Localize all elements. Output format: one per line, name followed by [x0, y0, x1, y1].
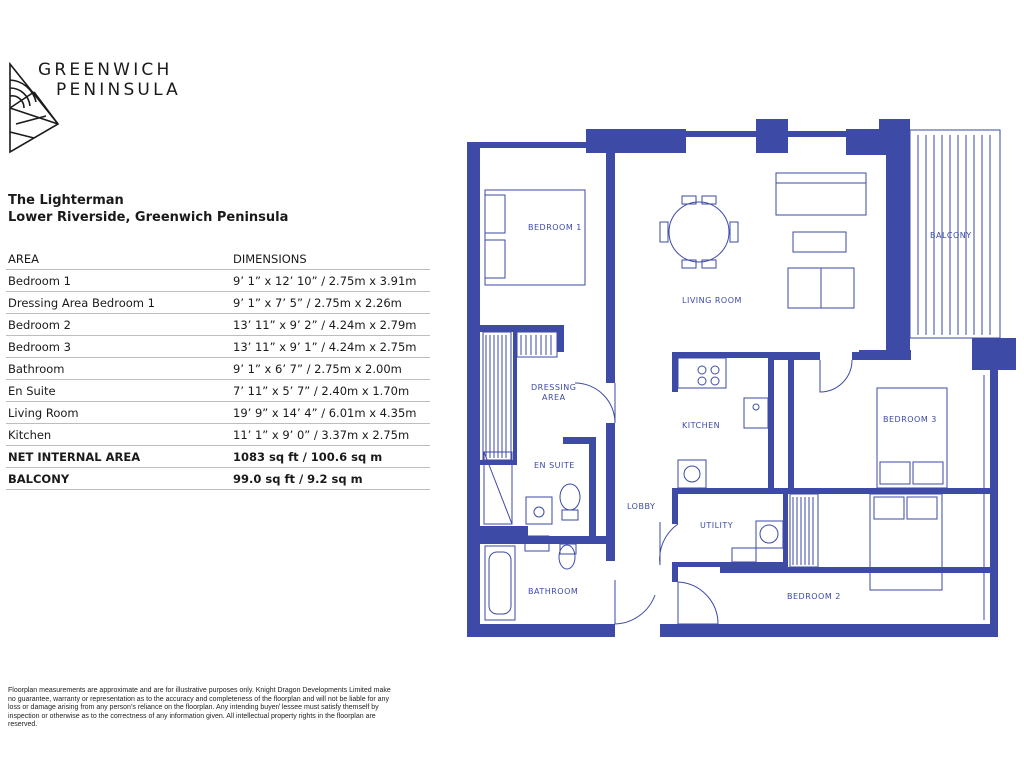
dims-cell: 11’ 1” x 9’ 0” / 3.37m x 2.75m — [231, 424, 430, 446]
floorplan-fixtures — [480, 130, 1000, 624]
room-label-dressing-line-1: DRESSING — [531, 383, 577, 392]
table-header-dimensions: DIMENSIONS — [231, 248, 430, 270]
dims-cell: 9’ 1” x 7’ 5” / 2.75m x 2.26m — [231, 292, 430, 314]
area-cell: Kitchen — [6, 424, 231, 446]
room-label-lobby: LOBBY — [627, 502, 656, 511]
dims-cell: 7’ 11” x 5’ 7” / 2.40m x 1.70m — [231, 380, 430, 402]
table-header-area: AREA — [6, 248, 231, 270]
dims-cell: 9’ 1” x 12’ 10” / 2.75m x 3.91m — [231, 270, 430, 292]
dims-cell: 13’ 11” x 9’ 1” / 4.24m x 2.75m — [231, 336, 430, 358]
dims-cell: 9’ 1” x 6’ 7” / 2.75m x 2.00m — [231, 358, 430, 380]
room-label-bedroom-1: BEDROOM 1 — [528, 223, 582, 232]
area-cell: NET INTERNAL AREA — [6, 446, 231, 468]
room-label-balcony: BALCONY — [930, 231, 972, 240]
area-cell: En Suite — [6, 380, 231, 402]
area-cell: Bedroom 1 — [6, 270, 231, 292]
disclaimer-text: Floorplan measurements are approximate and are for illustrative purposes only. Knight Dragon Developments Limited make no guarantee, warranty or representation as to the accuracy and completeness of the floorplan and will not be liable for any loss or damage arising from any person’s reliance on the floorplan. Any intending buyer/ lessee must satisfy themself by inspection or otherwise as to the correctness of any information given. All intellectual property rights in the floorplan are reserved. — [8, 687, 391, 729]
room-label-utility: UTILITY — [700, 521, 734, 530]
room-label-living-room: LIVING ROOM — [682, 296, 742, 305]
area-cell: BALCONY — [6, 468, 231, 490]
dims-cell: 99.0 sq ft / 9.2 sq m — [231, 468, 430, 490]
dims-cell: 19’ 9” x 14’ 4” / 6.01m x 4.35m — [231, 402, 430, 424]
area-cell: Living Room — [6, 402, 231, 424]
room-label-dressing-line-2: AREA — [542, 393, 566, 402]
area-cell: Bathroom — [6, 358, 231, 380]
dims-cell: 13’ 11” x 9’ 2” / 4.24m x 2.79m — [231, 314, 430, 336]
room-label-bedroom-3: BEDROOM 3 — [883, 415, 937, 424]
building-name: The Lighterman — [8, 193, 124, 208]
dims-cell: 1083 sq ft / 100.6 sq m — [231, 446, 430, 468]
room-label-bathroom: BATHROOM — [528, 587, 579, 596]
brand-line-1: GREENWICH — [38, 60, 173, 80]
room-label-en-suite: EN SUITE — [534, 461, 575, 470]
room-label-bedroom-2: BEDROOM 2 — [787, 592, 841, 601]
building-location: Lower Riverside, Greenwich Peninsula — [8, 210, 289, 225]
brand-line-2: PENINSULA — [56, 80, 181, 100]
area-cell: Bedroom 3 — [6, 336, 231, 358]
area-cell: Bedroom 2 — [6, 314, 231, 336]
room-label-kitchen: KITCHEN — [682, 421, 721, 430]
area-cell: Dressing Area Bedroom 1 — [6, 292, 231, 314]
